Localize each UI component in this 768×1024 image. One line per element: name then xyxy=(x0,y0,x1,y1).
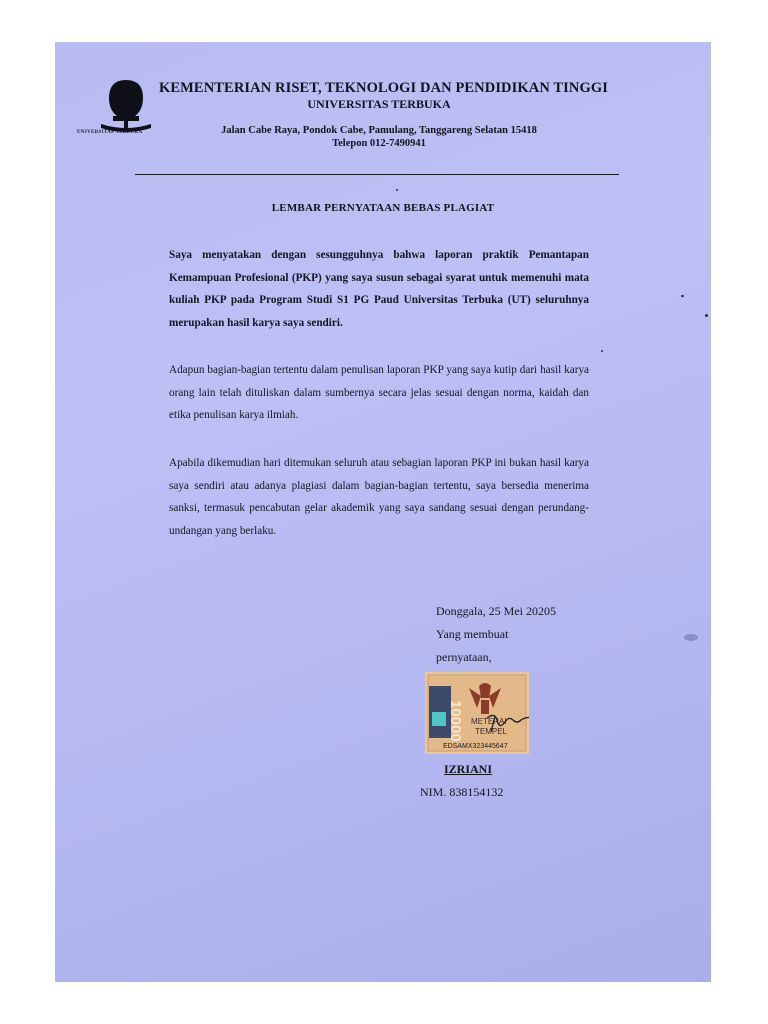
ink-speck xyxy=(601,350,603,352)
letterhead-divider xyxy=(135,174,619,175)
ink-speck xyxy=(681,295,684,297)
university-name: UNIVERSITAS TERBUKA xyxy=(307,97,451,111)
paragraph-3: Apabila dikemudian hari ditemukan seluruh atau sebagian laporan PKP ini bukan hasil karya saya sendiri atau adanya plagiasi dalam bagian-bagian tertentu, saya bersedia menerima sanksi, termasuk pencabutan gelar akademik yang saya sandang sesuai dengan perundang-undangan yang berlaku. xyxy=(169,457,589,537)
university-logo-icon xyxy=(91,76,161,146)
stamp-serial: EDSAMX323445647 xyxy=(443,743,508,750)
ink-speck xyxy=(705,314,708,317)
stamp-label-2: TEMPEL xyxy=(475,727,508,736)
place-date: Donggala, 25 Mei 20205 xyxy=(436,604,556,618)
signer-nim: NIM. 838154132 xyxy=(420,785,504,799)
revenue-stamp xyxy=(425,672,529,754)
paragraph-1: Saya menyatakan dengan sesungguhnya bahwa laporan praktik Pemantapan Kemampuan Profesional (PKP) yang saya susun sebagai syarat untuk memenuhi mata kuliah PKP pada Program Studi S1 PG Paud Universitas Terbuka (UT) seluruhnya merupakan hasil karya saya sendiri. xyxy=(169,249,589,329)
document-paper xyxy=(55,42,711,982)
letterhead xyxy=(159,80,608,149)
address: Jalan Cabe Raya, Pondok Cabe, Pamulang, Tanggareng Selatan 15418 xyxy=(221,125,537,136)
stamp-value: 10000 xyxy=(447,700,464,742)
paragraph-2: Adapun bagian-bagian tertentu dalam penulisan laporan PKP yang saya kutip dari hasil karya orang lain telah dituliskan dalam sumbernya secara jelas sesuai dengan norma, kaidah dan etika penulisan karya ilmiah. xyxy=(169,364,589,421)
ink-speck xyxy=(396,189,398,191)
signer-role-line-2: pernyataan, xyxy=(436,650,492,664)
phone: Telepon 012-7490941 xyxy=(332,138,426,149)
ministry-name: KEMENTERIAN RISET, TEKNOLOGI DAN PENDIDIKAN TINGGI xyxy=(159,80,608,96)
stamp-label-1: METERAI xyxy=(471,717,507,726)
signer-role-line-1: Yang membuat xyxy=(436,627,509,641)
signature-block xyxy=(436,600,556,669)
document-title: LEMBAR PERNYATAAN BEBAS PLAGIAT xyxy=(271,202,495,214)
logo-caption: UNIVERSITAS TERBUKA xyxy=(77,130,143,135)
signer-name: IZRIANI xyxy=(444,762,493,776)
paper-blemish xyxy=(684,634,698,641)
